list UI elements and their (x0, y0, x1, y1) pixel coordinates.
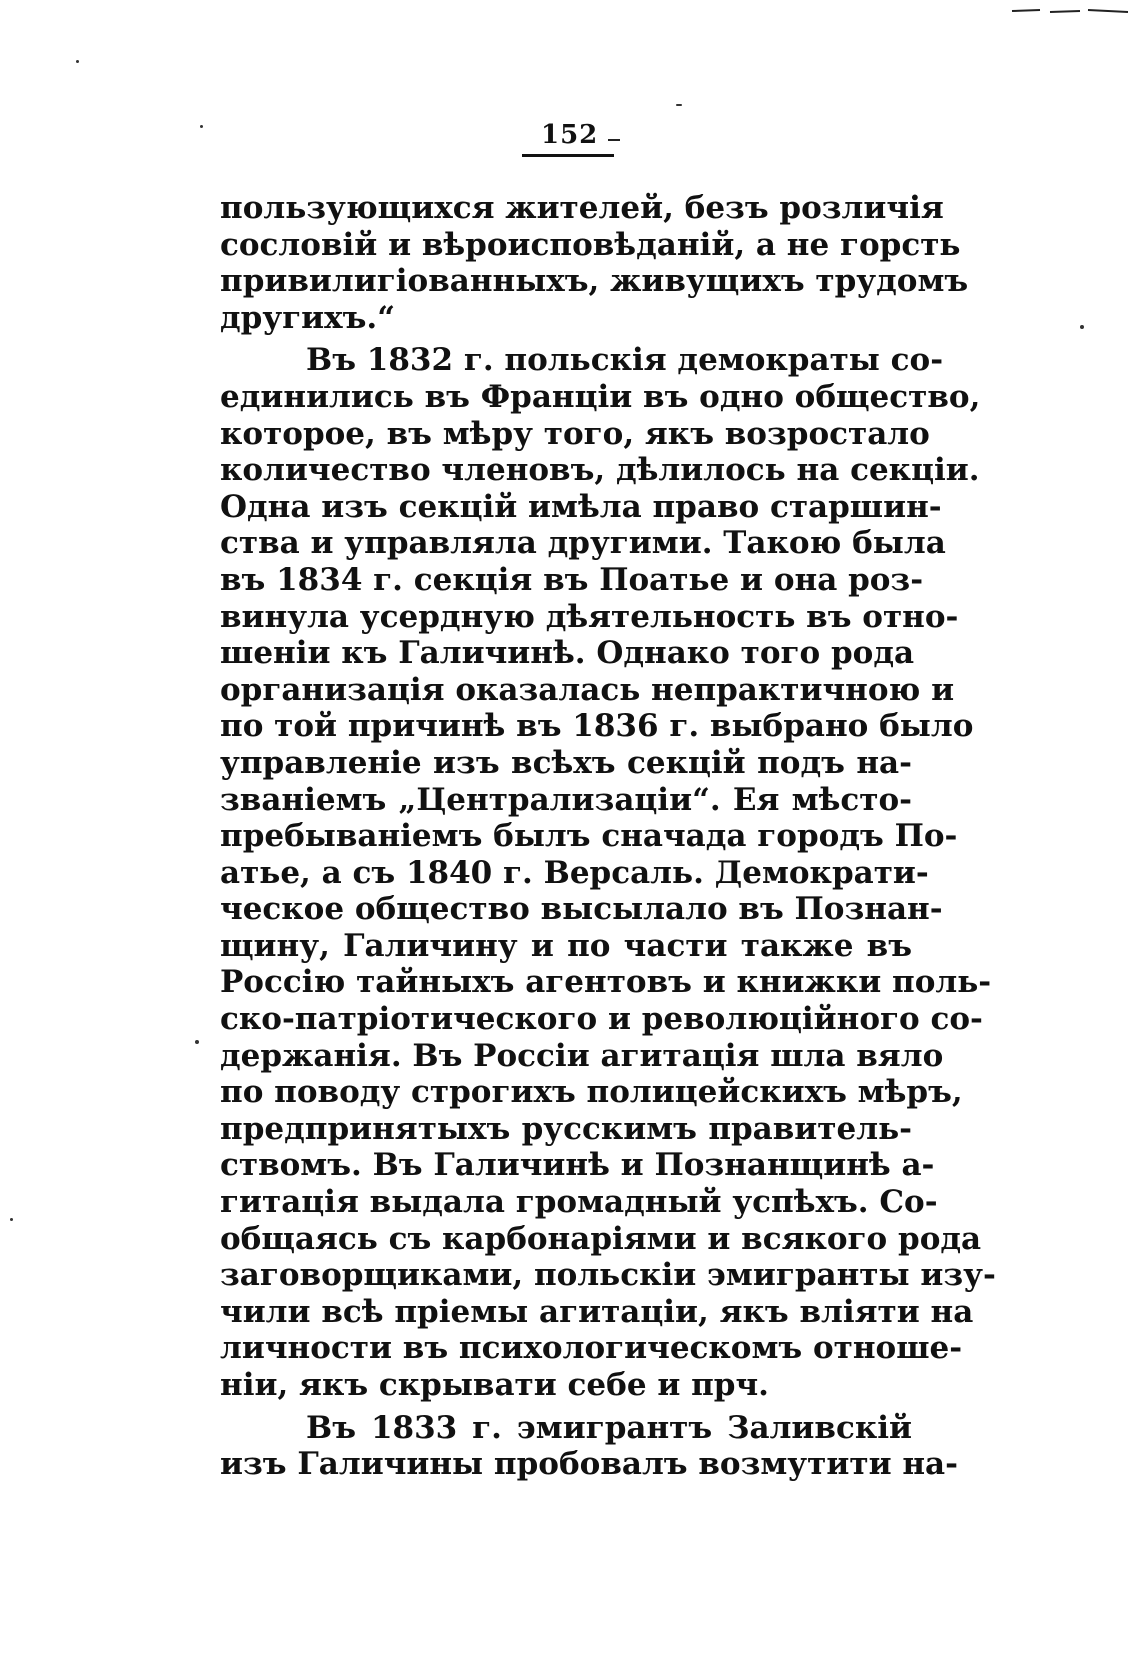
text-line: винула усердную дѣятельность въ отно- (220, 598, 959, 635)
text-line: ства и управляла другими. Такою была (220, 525, 946, 562)
text-line: привилигіованныхъ, живущихъ трудомъ (220, 263, 969, 300)
page-number: 152 (541, 120, 599, 150)
print-speck (1080, 325, 1084, 329)
text-line: щину, Галичину и по части также въ (220, 927, 912, 964)
text-line: организація оказалась непрактичною и (220, 671, 955, 708)
text-line: въ 1834 г. секція въ Поатье и она роз- (220, 561, 924, 598)
text-line: атье, а съ 1840 г. Версаль. Демократи- (220, 854, 929, 891)
text-line: Россію тайныхъ агентовъ и книжки поль- (220, 964, 992, 1001)
text-line: гитація выдала громадный успѣхъ. Со- (220, 1184, 938, 1221)
paragraph (220, 1409, 958, 1483)
text-line: которое, въ мѣру того, якъ возростало (220, 415, 930, 452)
text-line: по той причинѣ въ 1836 г. выбрано было (220, 708, 974, 745)
text-line: количество членовъ, дѣлилось на секціи. (220, 452, 980, 489)
paragraph (220, 190, 969, 336)
text-line: пребываніемъ былъ сначада городъ По- (220, 818, 958, 855)
text-line: общаясь съ карбонаріями и всякого рода (220, 1220, 982, 1257)
print-speck (76, 60, 79, 63)
text-line: заговорщиками, польскіи эмигранты изу- (220, 1257, 996, 1294)
text-line: держанія. Въ Россіи агитація шла вяло (220, 1037, 944, 1074)
body-text (220, 190, 996, 1483)
text-line: званіемъ „Централизаціи“. Ея мѣсто- (220, 781, 912, 818)
text-line: по поводу строгихъ полицейскихъ мѣръ, (220, 1074, 963, 1111)
text-line: единились въ Франціи въ одно общество, (220, 378, 981, 415)
text-line: ніи, якъ скрывати себе и прч. (220, 1367, 769, 1403)
text-line: Въ 1833 г. эмигрантъ Заливскій (306, 1409, 912, 1446)
scan-edge-mark (1010, 0, 1130, 8)
text-line: шеніи къ Галичинѣ. Однако того рода (220, 635, 915, 672)
text-line: изъ Галичины пробовалъ возмутити на- (220, 1446, 958, 1483)
text-line: сословій и вѣроисповѣданій, а не горсть (220, 226, 961, 263)
text-line: Одна изъ секцій имѣла право старшин- (220, 488, 942, 525)
text-line: ско-патріотического и революційного со- (220, 1001, 983, 1038)
text-line: другихъ.“ (220, 299, 396, 336)
print-speck (195, 1040, 199, 1044)
text-line: чили всѣ пріемы агитаціи, якъ вліяти на (220, 1293, 974, 1330)
text-line: предпринятыхъ русскимъ правитель- (220, 1110, 912, 1147)
text-line: личности въ психологическомъ отноше- (220, 1330, 963, 1367)
text-line: ствомъ. Въ Галичинѣ и Познанщинѣ а- (220, 1147, 935, 1184)
print-speck (200, 125, 203, 128)
page-number-header (510, 120, 620, 150)
page-number-dash (608, 139, 620, 141)
print-speck (10, 1218, 13, 1221)
text-line: управленіе изъ всѣхъ секцій подъ на- (220, 744, 912, 781)
page-number-rule (522, 154, 614, 157)
print-speck (676, 104, 682, 106)
text-line: Въ 1832 г. польскія демократы со- (306, 342, 944, 379)
paragraph (220, 342, 996, 1403)
text-line: ческое общество высылало въ Познан- (220, 891, 943, 928)
text-line: пользующихся жителей, безъ розличія (220, 190, 944, 226)
